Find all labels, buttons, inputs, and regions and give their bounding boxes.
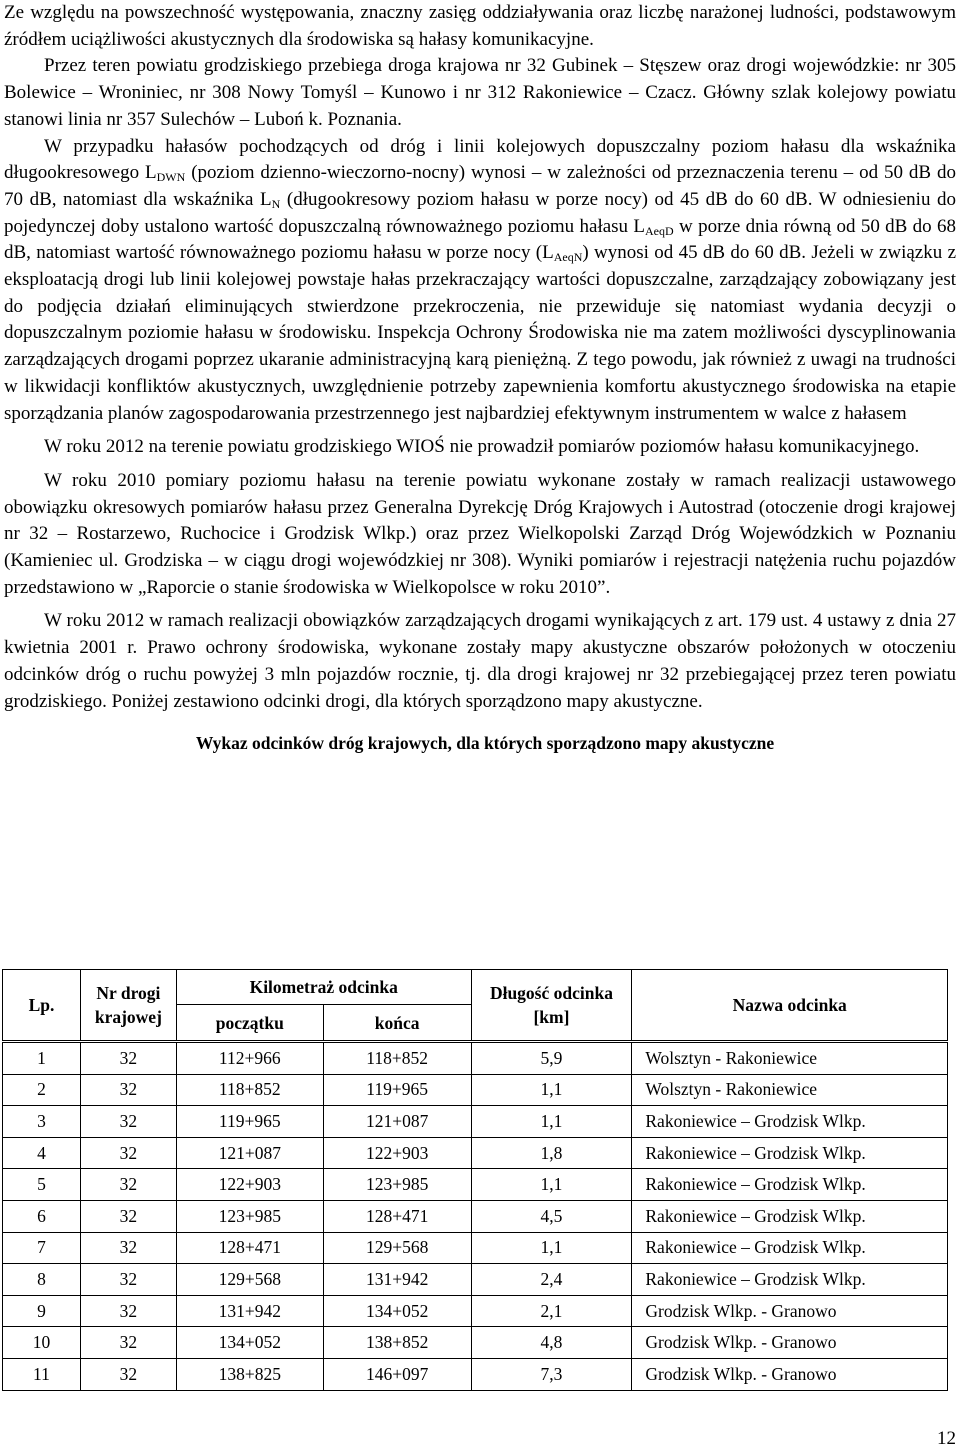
nr-drogi-cell: 32 bbox=[80, 1042, 176, 1075]
nr-drogi-cell: 32 bbox=[80, 1295, 176, 1327]
nazwa-cell: Grodzisk Wlkp. - Granowo bbox=[632, 1327, 948, 1359]
paragraph-5 bbox=[4, 468, 956, 602]
paragraph-2-text: Przez teren powiatu grodziskiego przebiega droga krajowa nr 32 Gubinek – Stęszew oraz drogi wojewódzkie: nr 305 Bolewice – Wroniniec, nr 308 Nowy Tomyśl – Kunowo i nr 312 Rakoniewice – Czacz. Główny szlak kolejowy powiatu stanowi linia nr 357 Sulechów – Luboń k. Poznania. bbox=[4, 55, 956, 130]
dlugosc-cell: 2,1 bbox=[471, 1295, 632, 1327]
konca-cell: 134+052 bbox=[323, 1295, 471, 1327]
table-row bbox=[3, 1358, 948, 1390]
nazwa-cell: Rakoniewice – Grodzisk Wlkp. bbox=[632, 1200, 948, 1232]
paragraph-6 bbox=[4, 608, 956, 715]
table-row bbox=[3, 1200, 948, 1232]
poczatku-cell: 128+471 bbox=[176, 1232, 323, 1264]
header-lp: Lp. bbox=[3, 970, 81, 1042]
table-row bbox=[3, 1327, 948, 1359]
konca-cell: 123+985 bbox=[323, 1169, 471, 1201]
header-konca: końca bbox=[323, 1005, 471, 1042]
dlugosc-cell: 5,9 bbox=[471, 1042, 632, 1075]
poczatku-cell: 129+568 bbox=[176, 1264, 323, 1296]
subscript-n: N bbox=[271, 196, 281, 211]
table-body bbox=[3, 1042, 948, 1391]
lp-cell: 6 bbox=[3, 1200, 81, 1232]
nr-drogi-cell: 32 bbox=[80, 1232, 176, 1264]
table-row bbox=[3, 1169, 948, 1201]
paragraph-5-text: W roku 2010 pomiary poziomu hałasu na terenie powiatu wykonane zostały w ramach realizacji ustawowego obowiązku okresowych pomiarów hałasu przez Generalna Dyrekcję Dróg Krajowych i Autostrad (otoczenie drogi krajowej nr 32 – Rostarzewo, Ruchocice i Grodzisk Wlkp.) oraz przez Wielkopolski Zarząd Dróg Wojewódzkich w Poznaniu (Kamieniec ul. Grodziska – w ciągu drogi wojewódzkiej nr 308). Wyniki pomiarów i rejestracji natężenia ruchu pojazdów przedstawiono w „Raporcie o stanie środowiska w Wielkopolsce w roku 2010”. bbox=[4, 469, 956, 598]
paragraph-1: Ze względu na powszechność występowania, znaczny zasięg oddziaływania oraz liczbę narażonej ludności, podstawowym źródłem uciążliwości akustycznych dla środowiska są hałasy komunikacyjne. bbox=[4, 2, 956, 50]
document-page bbox=[4, 0, 956, 754]
paragraph-3-part-b: (poziom dzienno-wieczorno-nocny) wynosi – w zależności od przeznaczenia terenu – od 50 dB do 70 dB, natomiast dla wskaźnika L bbox=[4, 162, 956, 210]
paragraph-3 bbox=[4, 134, 956, 428]
nr-drogi-cell: 32 bbox=[80, 1264, 176, 1296]
dlugosc-cell: 1,1 bbox=[471, 1106, 632, 1138]
nazwa-cell: Wolsztyn - Rakoniewice bbox=[632, 1074, 948, 1106]
nazwa-cell: Grodzisk Wlkp. - Granowo bbox=[632, 1295, 948, 1327]
nazwa-cell: Rakoniewice – Grodzisk Wlkp. bbox=[632, 1169, 948, 1201]
nr-drogi-cell: 32 bbox=[80, 1106, 176, 1138]
poczatku-cell: 121+087 bbox=[176, 1137, 323, 1169]
dlugosc-cell: 4,5 bbox=[471, 1200, 632, 1232]
nazwa-cell: Rakoniewice – Grodzisk Wlkp. bbox=[632, 1137, 948, 1169]
nr-drogi-cell: 32 bbox=[80, 1358, 176, 1390]
header-poczatku: początku bbox=[176, 1005, 323, 1042]
poczatku-cell: 119+965 bbox=[176, 1106, 323, 1138]
header-kilometraz: Kilometraż odcinka bbox=[176, 970, 471, 1005]
poczatku-cell: 134+052 bbox=[176, 1327, 323, 1359]
table-title: Wykaz odcinków dróg krajowych, dla których sporządzono mapy akustyczne bbox=[195, 733, 775, 754]
lp-cell: 4 bbox=[3, 1137, 81, 1169]
konca-cell: 131+942 bbox=[323, 1264, 471, 1296]
table-row bbox=[3, 1106, 948, 1138]
lp-cell: 5 bbox=[3, 1169, 81, 1201]
dlugosc-cell: 1,1 bbox=[471, 1169, 632, 1201]
konca-cell: 128+471 bbox=[323, 1200, 471, 1232]
lp-cell: 11 bbox=[3, 1358, 81, 1390]
paragraph-4-text: W roku 2012 na terenie powiatu grodziskiego WIOŚ nie prowadził pomiarów poziomów hałasu komunikacyjnego. bbox=[44, 436, 920, 458]
nazwa-cell: Wolsztyn - Rakoniewice bbox=[632, 1042, 948, 1075]
paragraph-3-part-a: W przypadku hałasów pochodzących od dróg i linii kolejowych dopuszczalny poziom hałasu dla wskaźnika długookresowego L bbox=[4, 135, 956, 184]
lp-cell: 7 bbox=[3, 1232, 81, 1264]
paragraph-3-part-d: w porze dnia równą od 50 dB do 68 dB, natomiast wartość równoważnego poziomu hałasu w porze nocy (L bbox=[4, 215, 957, 264]
dlugosc-cell: 7,3 bbox=[471, 1358, 632, 1390]
dlugosc-cell: 1,1 bbox=[471, 1074, 632, 1106]
header-dlugosc: Długość odcinka [km] bbox=[471, 970, 632, 1042]
nazwa-cell: Rakoniewice – Grodzisk Wlkp. bbox=[632, 1264, 948, 1296]
table-row bbox=[3, 1264, 948, 1296]
lp-cell: 2 bbox=[3, 1074, 81, 1106]
nr-drogi-cell: 32 bbox=[80, 1137, 176, 1169]
konca-cell: 122+903 bbox=[323, 1137, 471, 1169]
subscript-aeqd: AeqD bbox=[645, 223, 674, 238]
header-nazwa: Nazwa odcinka bbox=[632, 970, 948, 1042]
paragraph-2 bbox=[4, 53, 956, 133]
dlugosc-cell: 4,8 bbox=[471, 1327, 632, 1359]
konca-cell: 118+852 bbox=[323, 1042, 471, 1075]
paragraph-6-text: W roku 2012 w ramach realizacji obowiązków zarządzających drogami wynikających z art. 179 ust. 4 ustawy z dnia 27 kwietnia 2001 r. Prawo ochrony środowiska, wykonane zostały mapy akustyczne obszarów położonych w otoczeniu odcinków dróg o ruchu powyżej 3 mln pojazdów rocznie, tj. dla drogi krajowej nr 32 przebiegającej przez teren powiatu grodziskiego. Poniżej zestawiono odcinki drogi, dla których sporządzono mapy akustyczne. bbox=[4, 610, 956, 712]
konca-cell: 129+568 bbox=[323, 1232, 471, 1264]
konca-cell: 119+965 bbox=[323, 1074, 471, 1106]
paragraph-3-part-c: (długookresowy poziom hałasu w porze nocy) od 45 dB do 60 dB. W odniesieniu do pojedynczej doby ustalono wartość dopuszczalną równoważnego poziomu hałasu L bbox=[4, 188, 957, 237]
dlugosc-cell: 1,8 bbox=[471, 1137, 632, 1169]
nazwa-cell: Rakoniewice – Grodzisk Wlkp. bbox=[632, 1232, 948, 1264]
lp-cell: 10 bbox=[3, 1327, 81, 1359]
lp-cell: 9 bbox=[3, 1295, 81, 1327]
nr-drogi-cell: 32 bbox=[80, 1169, 176, 1201]
konca-cell: 121+087 bbox=[323, 1106, 471, 1138]
paragraph-3-part-e: ) wynosi od 45 dB do 60 dB. Jeżeli w związku z eksploatacją drogi lub linii kolejowej powstaje hałas przekraczający wartości dopuszczalne, zarządzający zobowiązany jest do podjęcia działań eliminujących stwierdzone przekroczenia, nie przewiduje się natomiast wydania decyzji o dopuszczalnym poziomie hałasu w środowisku. Inspekcja Ochrony Środowiska nie ma zatem możliwości dyscyplinowania zarządzających drogami poprzez ukaranie administracyjną karą pieniężną. Z tego powodu, jak również z uwagi na trudności w likwidacji konfliktów akustycznych, uwzględnienie potrzeby zapewnienia komfortu akustycznego środowiska na etapie sporządzania planów zagospodarowania przestrzennego jest najbardziej efektywnym instrumentem w walce z hałasem bbox=[4, 242, 957, 424]
lp-cell: 3 bbox=[3, 1106, 81, 1138]
table-row bbox=[3, 1137, 948, 1169]
poczatku-cell: 112+966 bbox=[176, 1042, 323, 1075]
konca-cell: 146+097 bbox=[323, 1358, 471, 1390]
poczatku-cell: 122+903 bbox=[176, 1169, 323, 1201]
dlugosc-cell: 1,1 bbox=[471, 1232, 632, 1264]
konca-cell: 138+852 bbox=[323, 1327, 471, 1359]
nr-drogi-cell: 32 bbox=[80, 1200, 176, 1232]
poczatku-cell: 131+942 bbox=[176, 1295, 323, 1327]
nr-drogi-cell: 32 bbox=[80, 1327, 176, 1359]
table-row bbox=[3, 1042, 948, 1075]
poczatku-cell: 118+852 bbox=[176, 1074, 323, 1106]
table-row bbox=[3, 1295, 948, 1327]
table-header-row bbox=[3, 970, 948, 1005]
subscript-dwn: DWN bbox=[156, 170, 186, 185]
dlugosc-cell: 2,4 bbox=[471, 1264, 632, 1296]
table-row bbox=[3, 1074, 948, 1106]
nazwa-cell: Rakoniewice – Grodzisk Wlkp. bbox=[632, 1106, 948, 1138]
page-number: 12 bbox=[937, 1428, 956, 1449]
nr-drogi-cell: 32 bbox=[80, 1074, 176, 1106]
poczatku-cell: 123+985 bbox=[176, 1200, 323, 1232]
table-row bbox=[3, 1232, 948, 1264]
lp-cell: 1 bbox=[3, 1042, 81, 1075]
subscript-aeqn: AeqN bbox=[553, 250, 583, 265]
nazwa-cell: Grodzisk Wlkp. - Granowo bbox=[632, 1358, 948, 1390]
header-nr-drogi: Nr drogi krajowej bbox=[80, 970, 176, 1042]
poczatku-cell: 138+825 bbox=[176, 1358, 323, 1390]
road-sections-table bbox=[2, 969, 948, 1391]
lp-cell: 8 bbox=[3, 1264, 81, 1296]
paragraph-4 bbox=[4, 434, 956, 461]
